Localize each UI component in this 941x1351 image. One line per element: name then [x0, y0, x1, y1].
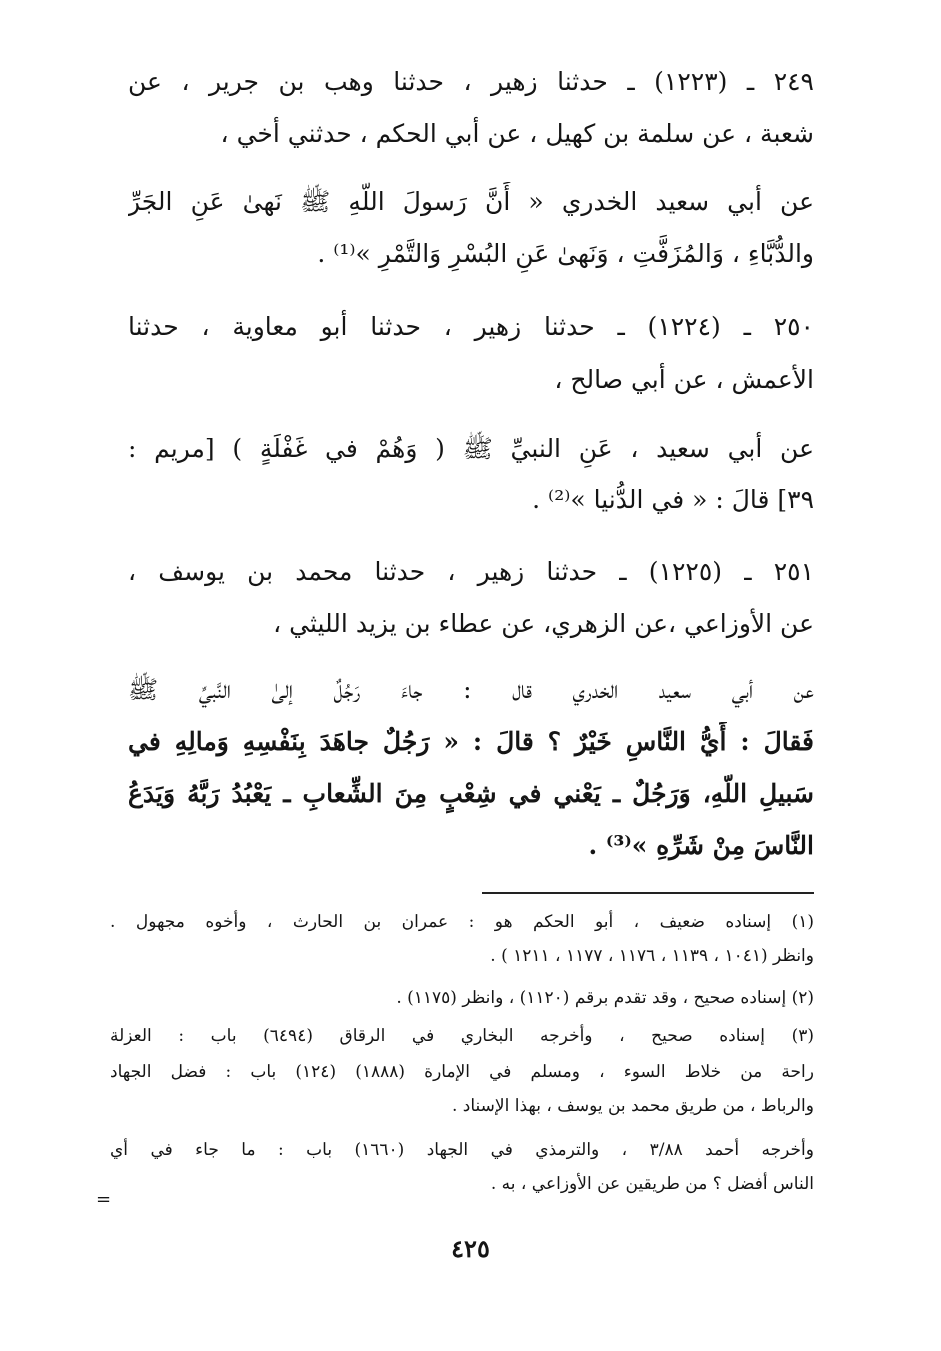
hadith-250-line-3: عن أبي سعيد ، عَنِ النبيِّ ﷺ ( وَهُمْ في غَفْلَةٍ ) [مريم : — [128, 434, 814, 463]
footnote-separator — [482, 892, 814, 894]
footnote-3-line-2: راحة من خلاط السوء ، ومسلم في الإمارة (١٨٨٨) (١٢٤) باب : فضل الجهاد — [110, 1062, 814, 1082]
footnote-3-line-3: والرباط ، من طريق محمد بن يوسف ، بهذا الإسناد . — [451, 1096, 814, 1116]
hadith-251-line-4: فَقالَ : أَيُّ النَّاسِ خَيْرٌ ؟ قالَ : « رَجُلٌ جاهَدَ بِنَفْسِهِ وَمالِهِ في — [128, 727, 814, 756]
hadith-251-line-1: ٢٥١ ـ (١٢٢٥) ـ حدثنا زهير ، حدثنا محمد بن يوسف ، — [128, 557, 814, 586]
footnote-1-line-1: (١) إسناده ضعيف ، أبو الحكم هو : عمران بن الحارث ، وأخوه مجهول . — [110, 912, 814, 932]
hadith-249-line-1: ٢٤٩ ـ (١٢٢٣) ـ حدثنا زهير ، حدثنا وهب بن جرير ، عن — [128, 67, 814, 96]
footnote-1-line-2: وانظر (١٠٤١ ، ١١٣٩ ، ١١٧٦ ، ١١٧٧ ، ١٢١١ ) . — [490, 946, 814, 966]
footnote-3-line-5: الناس أفضل ؟ من طريقين عن الأوزاعي ، به . — [490, 1174, 814, 1194]
footnote-3-line-4: وأخرجه أحمد ٣/٨٨ ، والترمذي في الجهاد (١٦٦٠) باب : ما جاء في أي — [110, 1140, 814, 1160]
hadith-251-line-3: عن أبي سعيد الخدري قال : جاءَ رَجُلٌ إلىٰ النَّبيِّ ﷺ — [128, 675, 814, 704]
hadith-251-line-5: سَبيلِ اللّهِ، وَرَجُلٌ ـ يَعْني في شِعْبٍ مِنَ الشِّعابِ ـ يَعْبُدُ رَبَّهُ وَيَدَعُ — [128, 779, 814, 808]
page-number: ٤٢٥ — [451, 1234, 490, 1263]
footnote-2-line-1: (٢) إسناده صحيح ، وقد تقدم برقم (١١٢٠) ، وانظر (١١٧٥) . — [396, 988, 814, 1008]
hadith-249-line-2: شعبة ، عن سلمة بن كهيل ، عن أبي الحكم ، حدثني أخي ، — [220, 119, 814, 148]
hadith-250-line-1: ٢٥٠ ـ (١٢٢٤) ـ حدثنا زهير ، حدثنا أبو معاوية ، حدثنا — [128, 312, 814, 341]
footnote-3-line-1: (٣) إسناده صحيح ، وأخرجه البخاري في الرقاق (٦٤٩٤) باب : العزلة — [110, 1026, 814, 1046]
hadith-249-line-4: والدُّبَّاءِ ، وَالمُزَفَّتِ ، وَنَهىٰ عَنِ البُسْرِ وَالتَّمْرِ »⁽¹⁾ . — [317, 239, 814, 268]
hadith-249-line-3: عن أبي سعيد الخدري « أَنَّ رَسولَ اللّهِ ﷺ نَهىٰ عَنِ الجَرِّ — [128, 187, 814, 216]
hadith-251-line-6: النَّاسَ مِنْ شَرِّهِ »⁽³⁾ . — [588, 831, 814, 860]
hadith-250-line-2: الأعمش ، عن أبي صالح ، — [554, 365, 814, 394]
continuation-mark: = — [96, 1189, 112, 1210]
hadith-251-line-2: عن الأوزاعي ،عن الزهري، عن عطاء بن يزيد الليثي ، — [273, 609, 814, 638]
hadith-250-line-4: ٣٩] قالَ : « في الدُّنيا »⁽²⁾ . — [532, 485, 814, 514]
